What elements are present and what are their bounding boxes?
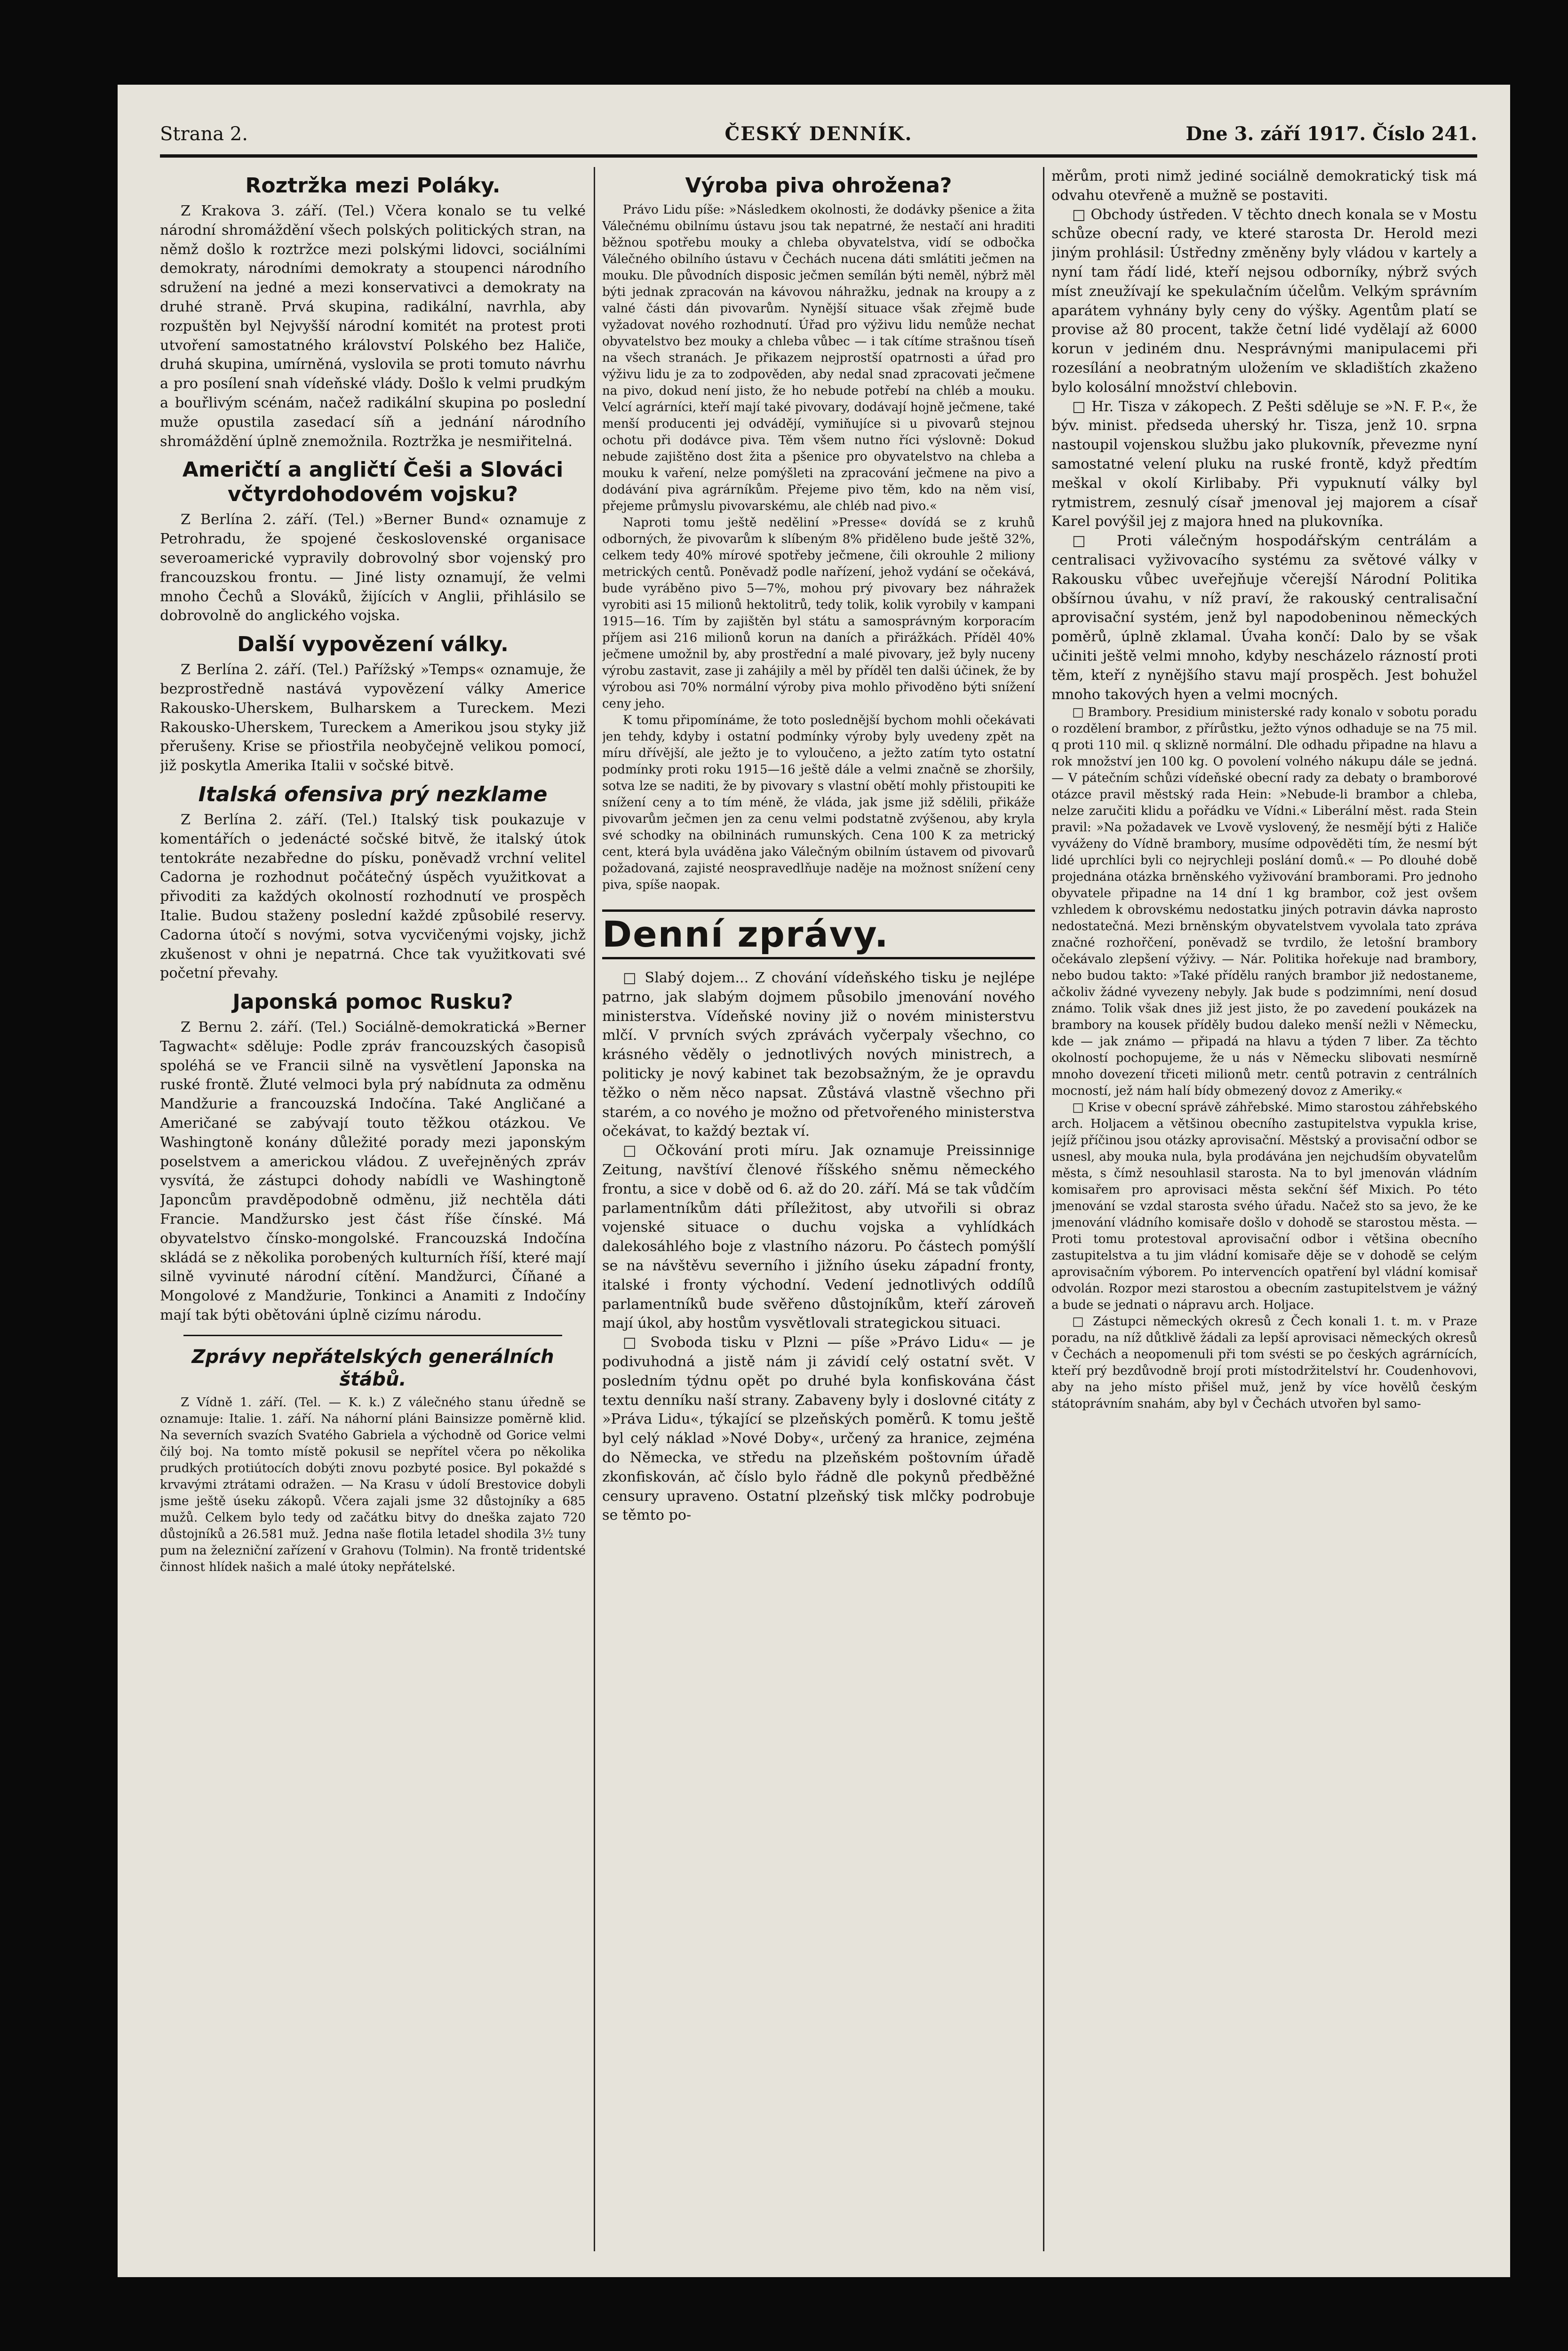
news-item: □ Obchody ústředen. V těchto dnech konala se v Mostu schůze obecní rady, ve které starosta Dr. Herold mezi jiným prohlásil: Ústředny změněny byly vládou v kartely a nyní tam řádí lidé, kteří nejsou odborníky, nýbrž svých míst zneužívají ke spekulačním účelům. Velkým správním aparátem vyhnány byly ceny do výšky. Agentům platí se provise až 80 procent, takže četní lidé vydělají až 6000 korun v jediném dnu. Nesprávnými manipulacemi při rozesílání a neobratným uložením ve skladištích zkaženo bylo kolosální množství chlebovin. (1051, 206, 1477, 396)
newspaper-title: ČESKÝ DENNÍK. (724, 123, 913, 145)
news-item: □ Brambory. Presidium ministerské rady konalo v sobotu poradu o rozdělení brambor, z přírůstku, ježto výnos odhaduje se na 75 mil. q proti 110 mil. q sklizně normální. Dle odhadu připadne na hlavu a rok množství jen 100 kg. O povolení volného nákupu dále se jedná. — V pátečním schůzi vídeňské obecní rady za debaty o bramborové otázce pravil městský rada Hein: »Nebude-li brambor a chleba, nelze zaručiti klidu a pořádku ve Vídni.« Liberální měst. rada Stein pravil: »Na požadavek ve Lvově vyslovený, že nesmějí býti z Haliče vyváženy do Vídně brambory, musíme odpověděti tím, že nesmí být lidé uprchlíci byli co nejrychleji poslání domů.« — Po dlouhé době projednána otázka brněnského vyživování bramborami. Pro jednoho obyvatele připadne na 14 dní 1 kg brambor, což jest ovšem vzhledem k obrovskému nedostatku jiných potravin dávka naprosto nedostatečná. Mezi brněnským obyvatelstvem vyvolala tato zpráva značné rozhořčení, poněvadž se tvrdilo, že letošní brambory očekávalo zlepšení výživy. — Nár. Politika hořekuje nad brambory, nebo budou takto: »Také přídělu raných brambor již nedostaneme, ačkoliv žádné vyvezeny nebyly. Jak bude s podzimními, není dosud známo. Tolik však dnes již jest jisto, že po zavedení poukázek na brambory na kousek příděly budou daleko menší nežli v Německu, kde — jak známo — připadá na hlavu a týden 7 liber. Za těchto okolností pochopujeme, že u nás v Německu slibovati nesmírně mnoho dovezení třiceti milionů metr. centů potravin z centrálních mocností, jež nám halí bídy obmezený dovoz z Ameriky.« (1051, 705, 1477, 1099)
headline: Japonská pomoc Rusku? (232, 990, 513, 1014)
article-body: Z Vídně 1. září. (Tel. — K. k.) Z válečného stanu úředně se oznamuje: Italie. 1. září. Na náhorní pláni Bainsizze poměrně klid. Na severních svazích Svatého Gabriela a východně od Gorice velmi čilý boj. Na tomto místě pokusil se nepřítel včera po několika prudkých protiútocích dobýti znovu pozbyté posice. Byl pokaždé s krvavými ztrátami odražen. — Na Krasu v údolí Brestovice dobyli jsme ještě úseku zákopů. Včera zajali jsme 32 důstojníky a 685 mužů. Celkem bylo tedy od začátku bitvy do dneška zajato 720 důstojníků a 26.581 muž. Jedna naše flotila letadel shodila 3½ tuny pum na železniční zařízení v Grahovu (Tolmin). Na frontě tridentské činnost hlídek našich a malé útoky nepřátelské. (160, 1395, 586, 1574)
article-body: Z Krakova 3. září. (Tel.) Včera konalo se tu velké národní shromáždění všech polských politických stran, na němž došlo k roztržce mezi polskými lidovci, sociálními demokraty, národními demokraty a stoupenci národního sdružení na jedné a mezi konservativci a demokraty na druhé straně. Prvá skupina, radikální, navrhla, aby rozpuštěn byl Nejvyšší národní komitét na protest proti utvoření samostatného království Polského bez Haliče, druhá skupina, umírněná, vyslovila se proti tomuto návrhu a pro posílení snah vídeňské vlády. Došlo k velmi prudkým a bouřlivým scénám, načež radikální skupina po poslední muže opustila zasedací síň a jednání národního shromáždění úplně znemožnila. Roztržka je nesmiřitelná. (160, 203, 586, 450)
masthead (160, 118, 1477, 151)
article-body: Z Berlína 2. září. (Tel.) Italský tisk poukazuje v komentářích o jedenácté sočské bitvě, že italský útok tentokráte nezabředne do písku, poněvadž vrchní velitel Cadorna je rozhodnut počátečný úspěch využitkovat a přivoditi za každých okolností rozhodnutí ve prospěch Italie. Budou staženy poslední každé způsobilé reservy. Cadorna útočí s novými, sotva vycvičenými vojsky, jichž zkušenost v ohni je nepatrná. Chce tak využitkovati své početní převahy. (160, 811, 586, 982)
column-3 (1051, 167, 1477, 2256)
article-enemy-staff (160, 1346, 586, 1576)
headline: Zprávy nepřátelských generálních štábů. (191, 1346, 554, 1390)
separator (183, 1335, 562, 1336)
headline: Američtí a angličtí Češi a Slováci včtyrdohodovém vojsku? (182, 458, 564, 507)
issue-date: Dne 3. září 1917. Číslo 241. (1186, 123, 1477, 145)
news-item: □ Zástupci německých okresů z Čech konali 1. t. m. v Praze poradu, na níž důtklivě žádali za lepší aprovisaci německých okresů v Čechách a neopomenuli při tom svésti se po českých agrárnících, kteří prý bezdůvodně brojí proti místodržitelství hr. Coudenhovovi, aby na jeho místo přišel muž, jenž by více hovělů českým státoprávním snahám, aby byl v Čechách utvořen byl samo- (1051, 1315, 1477, 1411)
news-item: □ Očkování proti míru. Jak oznamuje Preissinnige Zeitung, navštíví členové říšského sněmu německého frontu, a sice v době od 6. až do 20. září. Má se tak vůdčím parlamentníkům dáti příležitost, aby utvořili si obraz vojenské situace o duchu vojska a vyhlídkách dalekosáhlého boje z vlastního názoru. Po částech pomýšlí se na návštěvu severního i jižního úseku západní fronty, italské i fronty východní. Vedení jednotlivých oddílů parlamentníků bude svěřeno důstojníkům, kteří zároveň mají úkol, aby hostům vysvětlovali strategickou situaci. (602, 1142, 1035, 1332)
article-beer (602, 174, 1035, 893)
column-1 (160, 167, 586, 2256)
headline: Roztržka mezi Poláky. (245, 174, 501, 198)
headline: Italská ofensiva prý nezklame (198, 782, 548, 806)
article-body: Z Bernu 2. září. (Tel.) Sociálně-demokratická »Berner Tagwacht« sděluje: Podle zpráv francouzských časopisů spoléhá se ve Francii silně na vysvětlení Japonska na ruské frontě. Žluté velmoci byla prý nabídnuta za odměnu Mandžurie a francouzská Indočína. Také Angličané a Američané se zabývají touto těžkou otázkou. Ve Washingtoně konány důležité porady mezi japonským poselstvem a americkou vládou. Z uveřejněných zpráv vysvítá, že zástupci dohody nabídli ve Washingtoně Japoncům pravděpodobně odměnu, již nechtěla dáti Francie. Mandžursko jest část říše čínské. Má obyvatelstvo čínsko-mongolské. Francouzská Indočína skládá se z několika porobených kulturních říší, které mají silně vyvinuté národní cítění. Mandžurci, Číňané a Mongolové z Mandžurie, Tonkinci a Anamiti z Indočíny mají tak býti obětováni úplně cizímu národu. (160, 1019, 586, 1324)
newspaper-page (118, 85, 1510, 2277)
paragraph: Naproti tomu ještě neděliní »Presse« dovídá se z kruhů odborných, že pivovarům k slíbeným 8% přiděleno bude ještě 32%, celkem tedy 40% mírové spotřeby ječmene, čili okrouhle 2 miliony metrických centů. Poněvadž podle nařízení, jehož vydání se očekává, bude vyráběno pivo 5—7%, mohou prý pivovary bez náhražek vyrobiti asi 15 milionů hektolitrů, tedy tolik, kolik vyrobily v kampani 1915—16. Tím by zajištěn byl státu a samosprávným korporacím příjem asi 216 milionů korun na daních a přirážkách. Příděl 40% ječmene umožnil by, aby prostřední a malé pivovary, jež byly nuceny výrobu zastavit, zase ji zahájily a měl by příděl ten dalši účinek, že by výrobou asi 70% normální výroby piva mohlo přivoděno býti snížení ceny jeho. (602, 516, 1035, 711)
article-body: Z Berlína 2. září. (Tel.) Pařížský »Temps« oznamuje, že bezprostředně nastává vypovězení války Americe Rakousko-Uherskem, Bulharskem a Tureckem. Mezi Rakousko-Uherskem, Tureckem a Amerikou jsou styky již přerušeny. Krise se přiostřila neobyčejně velikou pomocí, již poskytla Amerika Italii v sočské bitvě. (160, 661, 586, 774)
news-item: □ Proti válečným hospodářským centrálám a centralisaci vyživovacího systému za světové války v Rakousku vůbec uveřejňuje včerejší Národní Politika obšírnou úvahu, v níž praví, že rakouský centralisační aprovisační systém, jenž byl napodobeninou německých poměrů, úplně zklamal. Úvaha končí: Dalo by se však učiniti ještě velmi mnoho, kdyby nescházelo rázností proti těm, kteří z nynějšího stavu mají prospěch. Jest bohužel mnoho takových hyen a velmi mocných. (1051, 533, 1477, 703)
column-2 (602, 167, 1035, 2256)
section-daily-news (602, 909, 1035, 1525)
article-czech-slovaks (160, 458, 586, 626)
news-item: □ Slabý dojem... Z chování vídeňského tisku je nejlépe patrno, jak slabým dojmem působilo jmenování nového ministerstva. Vídeňské noviny již o novém ministerstvu mlčí. V prvních svých zprávách vyčerpaly všechno, co krásného věděly o jednotlivých nových ministrech, a politicky je nový kabinet tak bezobsažným, že je opravdu těžko o něm něco napsat. Zůstává vlastně všechno při starém, a co nového je možno od přetvořeného ministerstva očekávat, to každý beztak ví. (602, 970, 1035, 1140)
news-item: □ Krise v obecní správě záhřebské. Mimo starostou záhřebského arch. Holjacem a většinou obecního zastupitelstva vypukla krise, jejíž příčinou jsou otázky aprovisační. Městský a provisační odbor se usnesl, aby mouka nula, byla prodávána jen nejchudším obyvatelům města, s čímž nesouhlasil starosta. Na to byl jmenován vládním komisařem pro aprovisaci města sekční šéf Mixich. Po této jmenování se vzdal starosta svého úřadu. Načež sto sa jevo, že ke jmenování vládního komisaře došlo v dohodě se starostou města. — Proti tomu protestoval aprovisační odbor i většina obecního zastupitelstva a tu jim vládní komisaře děje se v dohodě se celým aprovisačním výborem. Po intervencích opatření byl vládní komisař odvolán. Rozpor mezi starostou a obecním zastupitelstvem je vážný a bude se jednati o nápravu arch. Holjace. (1051, 1100, 1477, 1313)
article-body: Z Berlína 2. září. (Tel.) »Berner Bund« oznamuje z Petrohradu, že spojené československé organisace severoamerické vypravily dobrovolný sbor vojenský pro francouzskou frontu. — Jiné listy oznamují, že velmi mnoho Čechů a Slováků, žijících v Anglii, přihlásilo se dobrovolně do anglického vojska. (160, 511, 586, 624)
article-japan (160, 990, 586, 1325)
page-number: Strana 2. (160, 123, 248, 145)
article-poles (160, 174, 586, 451)
news-item: □ Svoboda tisku v Plzni — píše »Právo Lidu« — je podivuhodná a jistě nám ji závidí celý ostatní svět. V posledním týdnu opět po druhé byla konfiskována část textu denníku naší strany. Zabaveny byly i doslovné citáty z »Práva Lidu«, týkající se plzeňských poměrů. K tomu ještě byl celý náklad »Nové Doby«, určený za hranice, zejména do Německa, ve středu na plzeňském poštovním úřadě zkonfiskován, ač číslo bylo řádně dle pokynů předběžné censury upraveno. Ostatní plzeňský tisk mlčky podrobuje se těmto po- (602, 1334, 1035, 1524)
news-item: měrům, proti nimž jediné sociálně demokratický tisk má odvahu otevřeně a mužně se postaviti. (1051, 168, 1477, 204)
paragraph: K tomu připomínáme, že toto poslednější bychom mohli očekávati jen tehdy, kdyby i ostatní podmínky výroby byly uvedeny zpět na míru dřívější, ale ježto je to vyloučeno, a ježto zatím tyto ostatní podmínky proti roku 1915—16 ještě dále a velmi značně se zhoršily, sotva lze se naditi, že by pivovary s vlastní obětí mohly přistoupiti ke snížení ceny a to tím méně, že vláda, jak jsme již sdělili, přikáže pivovarům ječmen jen za cenu velmi podstatně zvýšenou, aby kryla své schodky na obilninách rumunských. Cena 100 K za metrický cent, která byla uváděna jako Válečným obilním ústavem od pivovarů požadovaná, zajisté neospravedlňuje naděje na možnost snížení ceny piva, spíše naopak. (602, 713, 1035, 892)
paragraph: Právo Lidu píše: »Následkem okolnosti, že dodávky pšenice a žita Válečnému obilnímu ústavu jsou tak nepatrné, že nestačí ani hraditi běžnou spotřebu mouky a chleba obyvatelstva, vidí se odbočka Válečného obilního ústavu v Čechách nucena dáti smlátiti ječmen na mouku. Dle původních disposic ječmen semílán býti neměl, nýbrž měl býti jednak zpracován na kávovou náhražku, jednak na kroupy a z valné části dán pivovarům. Nynější situace však zřejmě bude vyžadovat nového rozhodnutí. Úřad pro výživu lidu nemůže nechat obyvatelstvo bez mouky a chleba vůbec — i tak cítíme strašnou tíseň na všech stranách. Je přikazem nejprostší opatrnosti a úřad pro výživu lidu je za to zodpověden, aby nedal snad zpracovati ječmene na pivo, dokud není jisto, že ho nebude potřebí na chléb a mouku. Velcí agrárníci, kteří mají také pivovary, dodávají hojně ječmene, také menší producenti jej odvádějí, vymiňujíce si u pivovarů stejnou ochotu při dodávce piva. Těm všem nutno říci výslovně: Dokud nebude zajištěno dost žita a pšenice pro obyvatelstvo na chleba a mouku k vaření, nelze pomýšleti na zpracování ječmene na pivo a dodávání piva agrárníkům. Přejeme pivo těm, kdo na něm visí, přejeme průmyslu pivovarskému, ale chléb nad pivo.« (602, 203, 1035, 513)
headline: Výroba piva ohrožena? (685, 174, 952, 198)
column-divider (594, 167, 595, 2251)
masthead-rule (160, 154, 1477, 158)
section-heading: Denní zprávy. (602, 909, 1035, 959)
news-item: □ Hr. Tisza v zákopech. Z Pešti sděluje se »N. F. P.«, že býv. minist. předseda uherský hr. Tisza, jenž 10. srpna nastoupil vojenskou službu jako plukovník, převezme nyní samostatné velení pluku na ruské frontě, když předtím meškal v okolí Kirlibaby. Při vypuknutí války byl rytmistrem, zesnulý císař jmenoval jej majorem a císař Karel povýšil jej z majora hned na plukovníka. (1051, 398, 1477, 530)
headline: Další vypovězení války. (237, 632, 509, 657)
article-italian-offensive (160, 782, 586, 983)
column-divider (1043, 167, 1044, 2251)
article-declarations (160, 632, 586, 776)
